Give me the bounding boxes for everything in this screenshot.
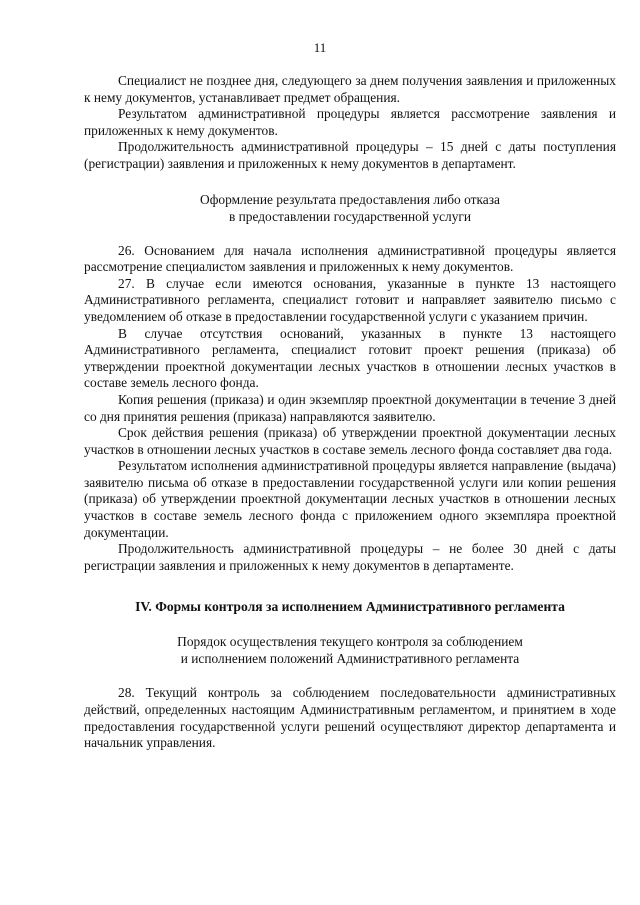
- subsection-heading-line: Порядок осуществления текущего контроля за соблюдением: [177, 634, 523, 650]
- paragraph: Специалист не позднее дня, следующего за днем получения заявления и приложенных к нему документов, устанавливает предмет обращения.: [84, 73, 616, 105]
- paragraph-28: 28. Текущий контроль за соблюдением последовательности административных действий, определенных настоящим Административным регламентом, и принятием в ходе предоставления государственной услуги решений осуществляют директор департамента и начальник управления.: [84, 685, 616, 751]
- paragraph: Копия решения (приказа) и один экземпляр проектной документации в течение 3 дней со дня принятия решения (приказа) направляются заявителю.: [84, 391, 616, 424]
- subsection-heading-line: и исполнением положений Административного регламента: [180, 651, 520, 667]
- paragraph: Продолжительность административной процедуры – 15 дней с даты поступления (регистрации) заявления и приложенных к нему документов в департамент.: [84, 139, 616, 171]
- paragraph: Результатом исполнения административной процедуры является направление (выдача) заявителю письма об отказе в предоставлении государственной услуги или копии решения (приказа) об утверждении проектной документации лесных участков в отношении лесных участков в составе земель лесного фонда с приложением одного экземпляра проектной документации.: [84, 458, 616, 540]
- subsection-heading: [84, 191, 616, 225]
- paragraph: Результатом административной процедуры является рассмотрение заявления и приложенных к нему документов.: [84, 106, 616, 138]
- document-body: [84, 73, 616, 752]
- paragraph-27: 27. В случае если имеются основания, указанные в пункте 13 настоящего Административного регламента, специалист готовит и направляет заявителю письмо с уведомлением об отказе в предоставлении государственной услуги с указанием причин.: [84, 275, 616, 324]
- subsection-heading: [84, 633, 616, 667]
- subsection-heading-line: Оформление результата предоставления либо отказа: [200, 191, 500, 207]
- paragraph: В случае отсутствия оснований, указанных в пункте 13 настоящего Административного регламента, специалист готовит проект решения (приказа) об утверждении проектной документации лесных участков в отношении лесных участков в составе земель лесного фонда.: [84, 325, 616, 391]
- paragraph: Продолжительность административной процедуры – не более 30 дней с даты регистрации заявления и приложенных к нему документов в департаменте.: [84, 541, 616, 573]
- page-number: 11: [313, 40, 327, 55]
- paragraph-26: 26. Основанием для начала исполнения административной процедуры является рассмотрение специалистом заявления и приложенных к нему документов.: [84, 242, 616, 275]
- paragraph: Срок действия решения (приказа) об утверждении проектной документации лесных участков в отношении лесных участков в составе земель лесного фонда составляет два года.: [84, 425, 616, 457]
- subsection-heading-line: в предоставлении государственной услуги: [228, 208, 472, 224]
- section-title: IV. Формы контроля за исполнением Административного регламента: [135, 599, 565, 615]
